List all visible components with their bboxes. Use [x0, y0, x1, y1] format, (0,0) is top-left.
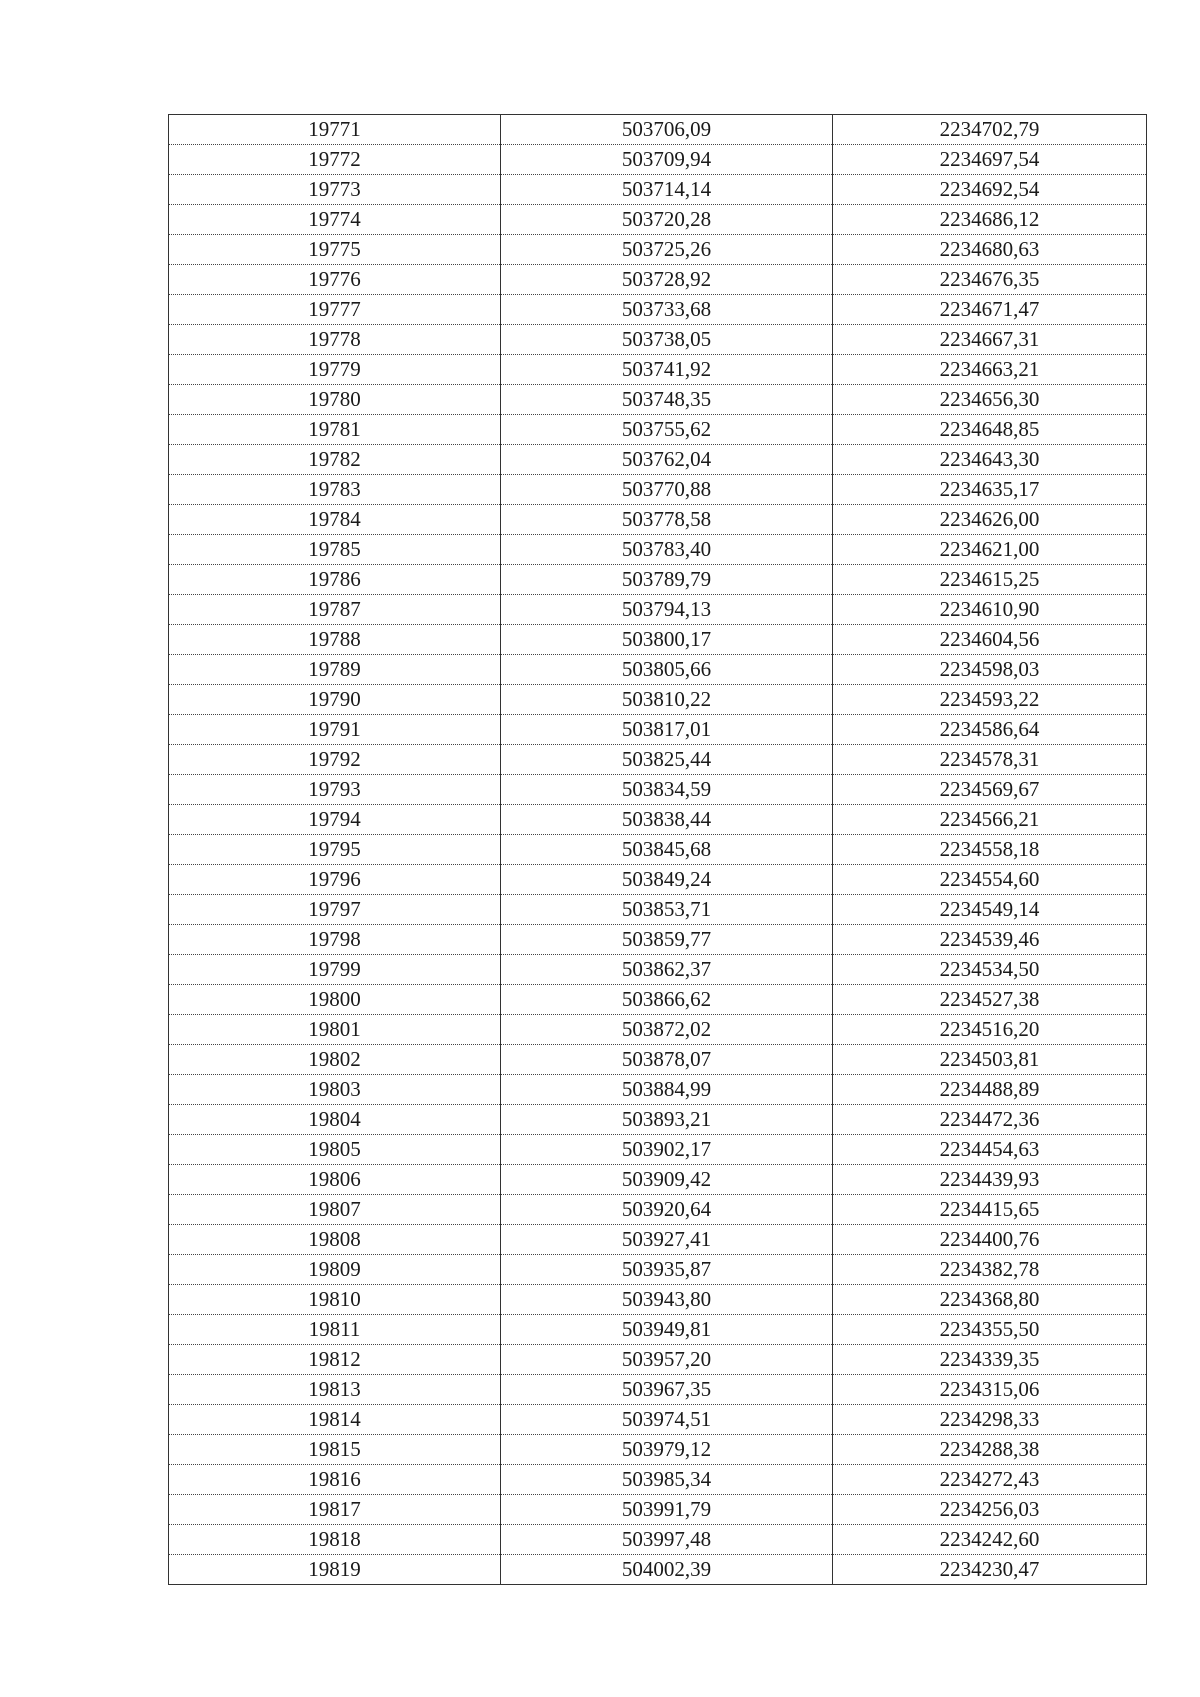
point-number-cell: 19816 — [169, 1465, 501, 1495]
x-coordinate-cell: 503878,07 — [501, 1045, 833, 1075]
y-coordinate-cell: 2234558,18 — [833, 835, 1147, 865]
coordinates-table — [168, 114, 1147, 1585]
y-coordinate-cell: 2234626,00 — [833, 505, 1147, 535]
point-number-cell: 19794 — [169, 805, 501, 835]
x-coordinate-cell: 503935,87 — [501, 1255, 833, 1285]
x-coordinate-cell: 503997,48 — [501, 1525, 833, 1555]
table-row — [169, 1045, 1147, 1075]
y-coordinate-cell: 2234578,31 — [833, 745, 1147, 775]
y-coordinate-cell: 2234272,43 — [833, 1465, 1147, 1495]
x-coordinate-cell: 503927,41 — [501, 1225, 833, 1255]
y-coordinate-cell: 2234610,90 — [833, 595, 1147, 625]
point-number-cell: 19801 — [169, 1015, 501, 1045]
table-row — [169, 1135, 1147, 1165]
table-row — [169, 1315, 1147, 1345]
x-coordinate-cell: 503825,44 — [501, 745, 833, 775]
x-coordinate-cell: 503755,62 — [501, 415, 833, 445]
y-coordinate-cell: 2234382,78 — [833, 1255, 1147, 1285]
point-number-cell: 19775 — [169, 235, 501, 265]
point-number-cell: 19808 — [169, 1225, 501, 1255]
point-number-cell: 19779 — [169, 355, 501, 385]
point-number-cell: 19798 — [169, 925, 501, 955]
x-coordinate-cell: 503859,77 — [501, 925, 833, 955]
point-number-cell: 19792 — [169, 745, 501, 775]
table-row — [169, 595, 1147, 625]
x-coordinate-cell: 503762,04 — [501, 445, 833, 475]
y-coordinate-cell: 2234598,03 — [833, 655, 1147, 685]
table-row — [169, 1525, 1147, 1555]
table-row — [169, 655, 1147, 685]
table-row — [169, 535, 1147, 565]
point-number-cell: 19805 — [169, 1135, 501, 1165]
y-coordinate-cell: 2234488,89 — [833, 1075, 1147, 1105]
x-coordinate-cell: 503943,80 — [501, 1285, 833, 1315]
point-number-cell: 19772 — [169, 145, 501, 175]
x-coordinate-cell: 503720,28 — [501, 205, 833, 235]
x-coordinate-cell: 503817,01 — [501, 715, 833, 745]
table-row — [169, 1345, 1147, 1375]
point-number-cell: 19804 — [169, 1105, 501, 1135]
table-row — [169, 1165, 1147, 1195]
table-row — [169, 1015, 1147, 1045]
x-coordinate-cell: 503805,66 — [501, 655, 833, 685]
y-coordinate-cell: 2234355,50 — [833, 1315, 1147, 1345]
x-coordinate-cell: 503778,58 — [501, 505, 833, 535]
point-number-cell: 19771 — [169, 115, 501, 145]
x-coordinate-cell: 503810,22 — [501, 685, 833, 715]
table-row — [169, 1555, 1147, 1585]
table-row — [169, 835, 1147, 865]
y-coordinate-cell: 2234648,85 — [833, 415, 1147, 445]
point-number-cell: 19815 — [169, 1435, 501, 1465]
y-coordinate-cell: 2234569,67 — [833, 775, 1147, 805]
x-coordinate-cell: 503853,71 — [501, 895, 833, 925]
point-number-cell: 19797 — [169, 895, 501, 925]
table-row — [169, 1075, 1147, 1105]
table-row — [169, 385, 1147, 415]
y-coordinate-cell: 2234230,47 — [833, 1555, 1147, 1585]
point-number-cell: 19773 — [169, 175, 501, 205]
table-row — [169, 865, 1147, 895]
table-row — [169, 1225, 1147, 1255]
y-coordinate-cell: 2234615,25 — [833, 565, 1147, 595]
table-row — [169, 355, 1147, 385]
x-coordinate-cell: 503991,79 — [501, 1495, 833, 1525]
y-coordinate-cell: 2234315,06 — [833, 1375, 1147, 1405]
table-row — [169, 205, 1147, 235]
y-coordinate-cell: 2234692,54 — [833, 175, 1147, 205]
point-number-cell: 19785 — [169, 535, 501, 565]
point-number-cell: 19786 — [169, 565, 501, 595]
point-number-cell: 19802 — [169, 1045, 501, 1075]
x-coordinate-cell: 503920,64 — [501, 1195, 833, 1225]
point-number-cell: 19810 — [169, 1285, 501, 1315]
y-coordinate-cell: 2234643,30 — [833, 445, 1147, 475]
point-number-cell: 19813 — [169, 1375, 501, 1405]
table-row — [169, 295, 1147, 325]
y-coordinate-cell: 2234368,80 — [833, 1285, 1147, 1315]
x-coordinate-cell: 503789,79 — [501, 565, 833, 595]
x-coordinate-cell: 503884,99 — [501, 1075, 833, 1105]
y-coordinate-cell: 2234298,33 — [833, 1405, 1147, 1435]
table-row — [169, 445, 1147, 475]
point-number-cell: 19803 — [169, 1075, 501, 1105]
y-coordinate-cell: 2234702,79 — [833, 115, 1147, 145]
x-coordinate-cell: 503738,05 — [501, 325, 833, 355]
table-row — [169, 415, 1147, 445]
table-row — [169, 565, 1147, 595]
table-row — [169, 475, 1147, 505]
y-coordinate-cell: 2234549,14 — [833, 895, 1147, 925]
y-coordinate-cell: 2234288,38 — [833, 1435, 1147, 1465]
point-number-cell: 19780 — [169, 385, 501, 415]
x-coordinate-cell: 503909,42 — [501, 1165, 833, 1195]
x-coordinate-cell: 503725,26 — [501, 235, 833, 265]
point-number-cell: 19795 — [169, 835, 501, 865]
point-number-cell: 19790 — [169, 685, 501, 715]
point-number-cell: 19793 — [169, 775, 501, 805]
point-number-cell: 19791 — [169, 715, 501, 745]
point-number-cell: 19806 — [169, 1165, 501, 1195]
point-number-cell: 19781 — [169, 415, 501, 445]
x-coordinate-cell: 503741,92 — [501, 355, 833, 385]
y-coordinate-cell: 2234671,47 — [833, 295, 1147, 325]
table-row — [169, 925, 1147, 955]
table-row — [169, 775, 1147, 805]
point-number-cell: 19784 — [169, 505, 501, 535]
y-coordinate-cell: 2234667,31 — [833, 325, 1147, 355]
point-number-cell: 19778 — [169, 325, 501, 355]
y-coordinate-cell: 2234586,64 — [833, 715, 1147, 745]
point-number-cell: 19789 — [169, 655, 501, 685]
x-coordinate-cell: 503838,44 — [501, 805, 833, 835]
point-number-cell: 19819 — [169, 1555, 501, 1585]
y-coordinate-cell: 2234256,03 — [833, 1495, 1147, 1525]
table-row — [169, 1405, 1147, 1435]
point-number-cell: 19796 — [169, 865, 501, 895]
x-coordinate-cell: 503794,13 — [501, 595, 833, 625]
y-coordinate-cell: 2234663,21 — [833, 355, 1147, 385]
table-row — [169, 745, 1147, 775]
x-coordinate-cell: 503849,24 — [501, 865, 833, 895]
y-coordinate-cell: 2234554,60 — [833, 865, 1147, 895]
y-coordinate-cell: 2234621,00 — [833, 535, 1147, 565]
x-coordinate-cell: 503783,40 — [501, 535, 833, 565]
x-coordinate-cell: 503985,34 — [501, 1465, 833, 1495]
x-coordinate-cell: 503728,92 — [501, 265, 833, 295]
x-coordinate-cell: 503748,35 — [501, 385, 833, 415]
point-number-cell: 19814 — [169, 1405, 501, 1435]
point-number-cell: 19807 — [169, 1195, 501, 1225]
y-coordinate-cell: 2234676,35 — [833, 265, 1147, 295]
table-row — [169, 985, 1147, 1015]
y-coordinate-cell: 2234604,56 — [833, 625, 1147, 655]
x-coordinate-cell: 503733,68 — [501, 295, 833, 325]
y-coordinate-cell: 2234400,76 — [833, 1225, 1147, 1255]
y-coordinate-cell: 2234539,46 — [833, 925, 1147, 955]
table-row — [169, 145, 1147, 175]
x-coordinate-cell: 503872,02 — [501, 1015, 833, 1045]
y-coordinate-cell: 2234516,20 — [833, 1015, 1147, 1045]
x-coordinate-cell: 503957,20 — [501, 1345, 833, 1375]
point-number-cell: 19812 — [169, 1345, 501, 1375]
table-row — [169, 115, 1147, 145]
table-row — [169, 955, 1147, 985]
point-number-cell: 19774 — [169, 205, 501, 235]
y-coordinate-cell: 2234686,12 — [833, 205, 1147, 235]
x-coordinate-cell: 503714,14 — [501, 175, 833, 205]
table-row — [169, 1495, 1147, 1525]
point-number-cell: 19776 — [169, 265, 501, 295]
table-row — [169, 325, 1147, 355]
y-coordinate-cell: 2234242,60 — [833, 1525, 1147, 1555]
x-coordinate-cell: 503834,59 — [501, 775, 833, 805]
point-number-cell: 19777 — [169, 295, 501, 325]
y-coordinate-cell: 2234656,30 — [833, 385, 1147, 415]
y-coordinate-cell: 2234566,21 — [833, 805, 1147, 835]
x-coordinate-cell: 503770,88 — [501, 475, 833, 505]
point-number-cell: 19788 — [169, 625, 501, 655]
y-coordinate-cell: 2234415,65 — [833, 1195, 1147, 1225]
x-coordinate-cell: 503967,35 — [501, 1375, 833, 1405]
table-row — [169, 1435, 1147, 1465]
table-row — [169, 1375, 1147, 1405]
table-row — [169, 1255, 1147, 1285]
table-row — [169, 1105, 1147, 1135]
y-coordinate-cell: 2234503,81 — [833, 1045, 1147, 1075]
y-coordinate-cell: 2234680,63 — [833, 235, 1147, 265]
y-coordinate-cell: 2234534,50 — [833, 955, 1147, 985]
y-coordinate-cell: 2234339,35 — [833, 1345, 1147, 1375]
point-number-cell: 19782 — [169, 445, 501, 475]
x-coordinate-cell: 503974,51 — [501, 1405, 833, 1435]
x-coordinate-cell: 503800,17 — [501, 625, 833, 655]
point-number-cell: 19783 — [169, 475, 501, 505]
y-coordinate-cell: 2234454,63 — [833, 1135, 1147, 1165]
y-coordinate-cell: 2234697,54 — [833, 145, 1147, 175]
table-row — [169, 175, 1147, 205]
point-number-cell: 19818 — [169, 1525, 501, 1555]
point-number-cell: 19817 — [169, 1495, 501, 1525]
x-coordinate-cell: 503979,12 — [501, 1435, 833, 1465]
x-coordinate-cell: 503709,94 — [501, 145, 833, 175]
table-row — [169, 895, 1147, 925]
table-row — [169, 505, 1147, 535]
page-content — [168, 114, 1146, 1585]
x-coordinate-cell: 503902,17 — [501, 1135, 833, 1165]
x-coordinate-cell: 503866,62 — [501, 985, 833, 1015]
y-coordinate-cell: 2234635,17 — [833, 475, 1147, 505]
table-row — [169, 235, 1147, 265]
y-coordinate-cell: 2234472,36 — [833, 1105, 1147, 1135]
table-row — [169, 685, 1147, 715]
point-number-cell: 19787 — [169, 595, 501, 625]
x-coordinate-cell: 503862,37 — [501, 955, 833, 985]
x-coordinate-cell: 503706,09 — [501, 115, 833, 145]
y-coordinate-cell: 2234593,22 — [833, 685, 1147, 715]
table-row — [169, 1195, 1147, 1225]
point-number-cell: 19799 — [169, 955, 501, 985]
x-coordinate-cell: 504002,39 — [501, 1555, 833, 1585]
coordinates-table-body — [169, 115, 1147, 1585]
table-row — [169, 715, 1147, 745]
table-row — [169, 265, 1147, 295]
point-number-cell: 19800 — [169, 985, 501, 1015]
point-number-cell: 19811 — [169, 1315, 501, 1345]
y-coordinate-cell: 2234439,93 — [833, 1165, 1147, 1195]
table-row — [169, 805, 1147, 835]
table-row — [169, 625, 1147, 655]
x-coordinate-cell: 503845,68 — [501, 835, 833, 865]
x-coordinate-cell: 503893,21 — [501, 1105, 833, 1135]
point-number-cell: 19809 — [169, 1255, 501, 1285]
y-coordinate-cell: 2234527,38 — [833, 985, 1147, 1015]
table-row — [169, 1465, 1147, 1495]
table-row — [169, 1285, 1147, 1315]
x-coordinate-cell: 503949,81 — [501, 1315, 833, 1345]
